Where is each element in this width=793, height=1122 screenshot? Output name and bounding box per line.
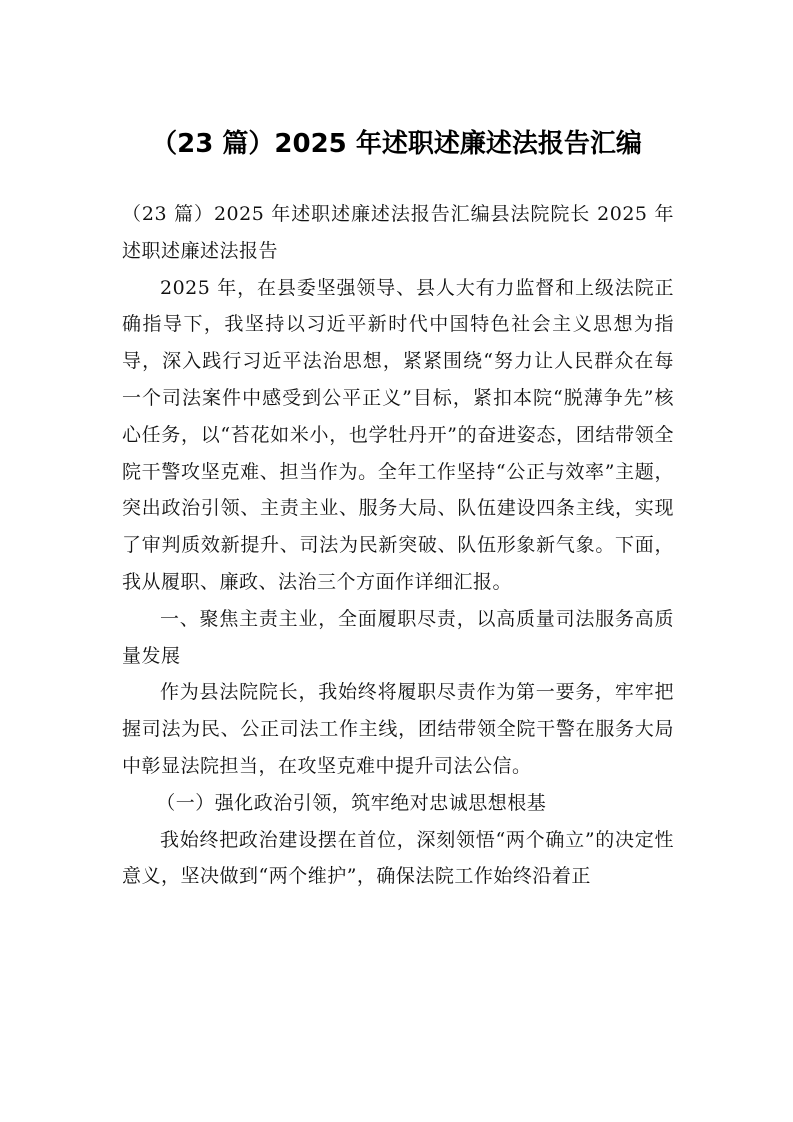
document-body [122,196,674,895]
document-title: （23 篇）2025 年述职述廉述法报告汇编 [151,129,642,159]
subsection-1-paragraph: 我始终把政治建设摆在首位，深刻领悟“两个确立”的决定性意义，坚决做到“两个维护”，确保法院工作始终沿着正 [122,828,674,888]
intro-heading-paragraph: （23 篇）2025 年述职述廉述法报告汇编县法院院长 2025 年述职述廉述法报告 [122,203,674,262]
subsection-heading-1: （一）强化政治引领，筑牢绝对忠诚思想根基 [156,791,547,814]
section-heading-1: 一、聚焦主责主业，全面履职尽责，以高质量司法服务高质量发展 [122,607,674,667]
section-1-intro-paragraph: 作为县法院院长，我始终将履职尽责作为第一要务，牢牢把握司法为民、公正司法工作主线，团结带领全院干警在服务大局中彰显法院担当，在攻坚克难中提升司法公信。 [122,681,674,777]
summary-paragraph: 2025 年，在县委坚强领导、县人大有力监督和上级法院正确指导下，我坚持以习近平新时代中国特色社会主义思想为指导，深入践行习近平法治思想，紧紧围绕“努力让人民群众在每一个司法案件中感受到公平正义”目标，紧扣本院“脱薄争先”核心任务，以“苔花如米小，也学牡丹开”的奋进姿态，团结带领全院干警攻坚克难、担当作为。全年工作坚持“公正与效率”主题，突出政治引领、主责主业、服务大局、队伍建设四条主线，实现了审判质效新提升、司法为民新突破、队伍形象新气象。下面，我从履职、廉政、法治三个方面作详细汇报。 [122,276,674,593]
